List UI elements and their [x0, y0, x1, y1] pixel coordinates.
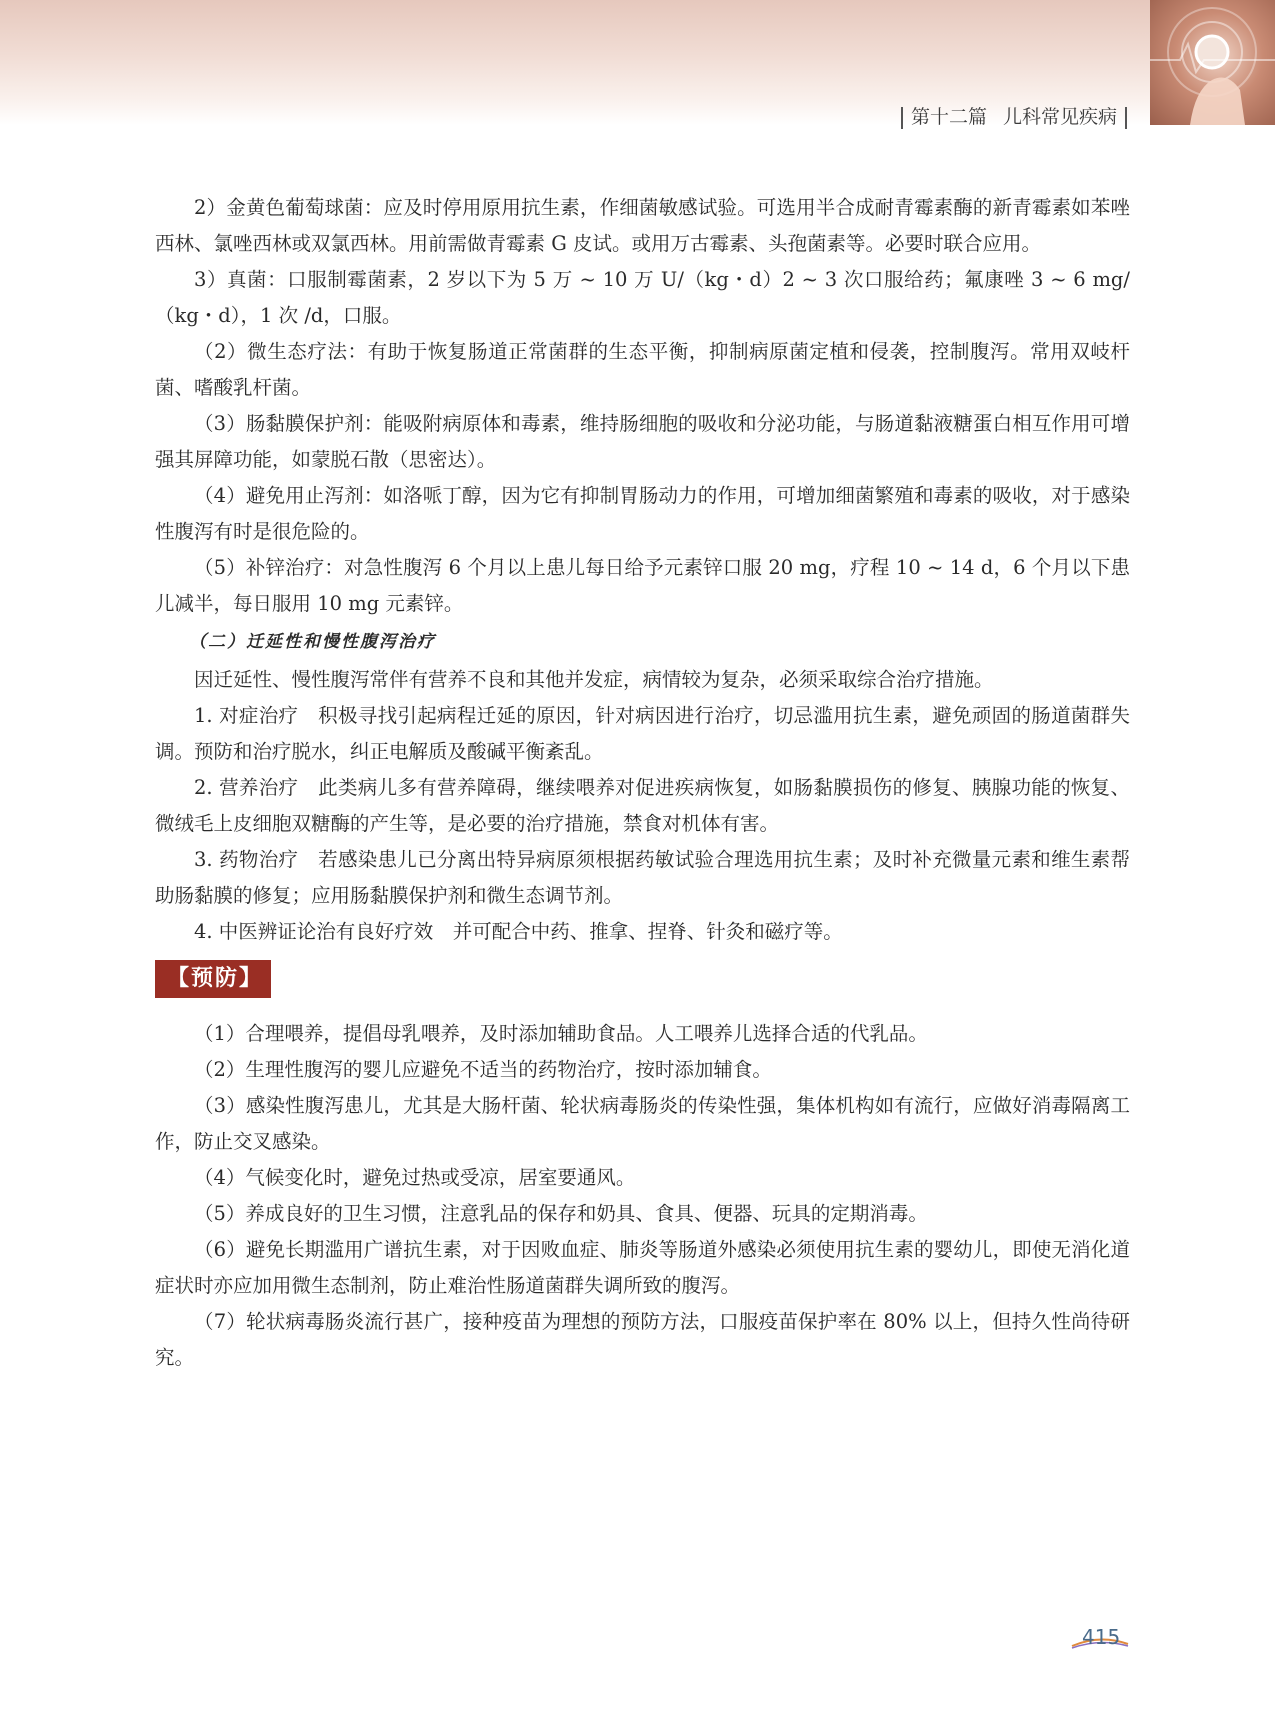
paragraph: （2）生理性腹泻的婴儿应避免不适当的药物治疗，按时添加辅食。 [194, 1058, 772, 1081]
section-label-prevention: 【预防】 [155, 960, 271, 998]
paragraph: （4）避免用止泻剂：如洛哌丁醇，因为它有抑制胃肠动力的作用，可增加细菌繁殖和毒素的吸收，对于感染性腹泻有时是很危险的。 [155, 484, 1130, 543]
paragraph: （6）避免长期滥用广谱抗生素，对于因败血症、肺炎等肠道外感染必须使用抗生素的婴幼儿，即使无消化道症状时亦应加用微生态制剂，防止难治性肠道菌群失调所致的腹泻。 [155, 1238, 1130, 1297]
running-head-left-bar [901, 107, 903, 129]
paragraph: （5）补锌治疗：对急性腹泻 6 个月以上患儿每日给予元素锌口服 20 mg，疗程 10 ~ 14 d，6 个月以下患儿减半，每日服用 10 mg 元素锌。 [155, 556, 1130, 615]
paragraph: 因迁延性、慢性腹泻常伴有营养不良和其他并发症，病情较为复杂，必须采取综合治疗措施。 [194, 668, 994, 691]
paragraph: 3）真菌：口服制霉菌素，2 岁以下为 5 万 ~ 10 万 U/（kg・d）2 ~ 3 次口服给药；氟康唑 3 ~ 6 mg/（kg・d），1 次 /d，口服。 [155, 268, 1130, 327]
paragraph: （2）微生态疗法：有助于恢复肠道正常菌群的生态平衡，抑制病原菌定植和侵袭，控制腹泻。常用双岐杆菌、嗜酸乳杆菌。 [155, 340, 1130, 399]
running-head [893, 103, 1135, 131]
paragraph: 2. 营养治疗 此类病儿多有营养障碍，继续喂养对促进疾病恢复，如肠黏膜损伤的修复、胰腺功能的恢复、微绒毛上皮细胞双糖酶的产生等，是必要的治疗措施，禁食对机体有害。 [155, 776, 1130, 835]
paragraph: 2）金黄色葡萄球菌：应及时停用原用抗生素，作细菌敏感试验。可选用半合成耐青霉素酶的新青霉素如苯唑西林、氯唑西林或双氯西林。用前需做青霉素 G 皮试。或用万古霉素、头孢菌素等。必要时联合应用。 [155, 196, 1130, 255]
running-head-right-bar [1125, 107, 1127, 129]
running-head-part: 第十二篇 [910, 106, 987, 128]
paragraph: （3）感染性腹泻患儿，尤其是大肠杆菌、轮状病毒肠炎的传染性强，集体机构如有流行，应做好消毒隔离工作，防止交叉感染。 [155, 1094, 1130, 1153]
paragraph: （4）气候变化时，避免过热或受凉，居室要通风。 [194, 1166, 636, 1189]
page-content [155, 190, 1130, 1376]
paragraph: 3. 药物治疗 若感染患儿已分离出特异病原须根据药敏试验合理选用抗生素；及时补充微量元素和维生素帮助肠黏膜的修复；应用肠黏膜保护剂和微生态调节剂。 [155, 848, 1130, 907]
paragraph: 1. 对症治疗 积极寻找引起病程迁延的原因，针对病因进行治疗，切忌滥用抗生素，避免顽固的肠道菌群失调。预防和治疗脱水，纠正电解质及酸碱平衡紊乱。 [155, 704, 1130, 763]
page-number: 415 [1082, 1625, 1121, 1649]
paragraph: （7）轮状病毒肠炎流行甚广，接种疫苗为理想的预防方法，口服疫苗保护率在 80% 以上，但持久性尚待研究。 [155, 1310, 1130, 1369]
paragraph: （3）肠黏膜保护剂：能吸附病原体和毒素，维持肠细胞的吸收和分泌功能，与肠道黏液糖蛋白相互作用可增强其屏障功能，如蒙脱石散（思密达）。 [155, 412, 1130, 471]
paragraph: （5）养成良好的卫生习惯，注意乳品的保存和奶具、食具、便器、玩具的定期消毒。 [194, 1202, 928, 1225]
paragraph: 4. 中医辨证论治有良好疗效 并可配合中药、推拿、捏脊、针灸和磁疗等。 [194, 920, 843, 943]
subheading: （二）迁延性和慢性腹泻治疗 [189, 632, 436, 652]
stethoscope-photo-icon [1150, 0, 1275, 125]
running-head-title: 儿科常见疾病 [1002, 106, 1117, 128]
paragraph: （1）合理喂养，提倡母乳喂养，及时添加辅助食品。人工喂养儿选择合适的代乳品。 [194, 1022, 928, 1045]
